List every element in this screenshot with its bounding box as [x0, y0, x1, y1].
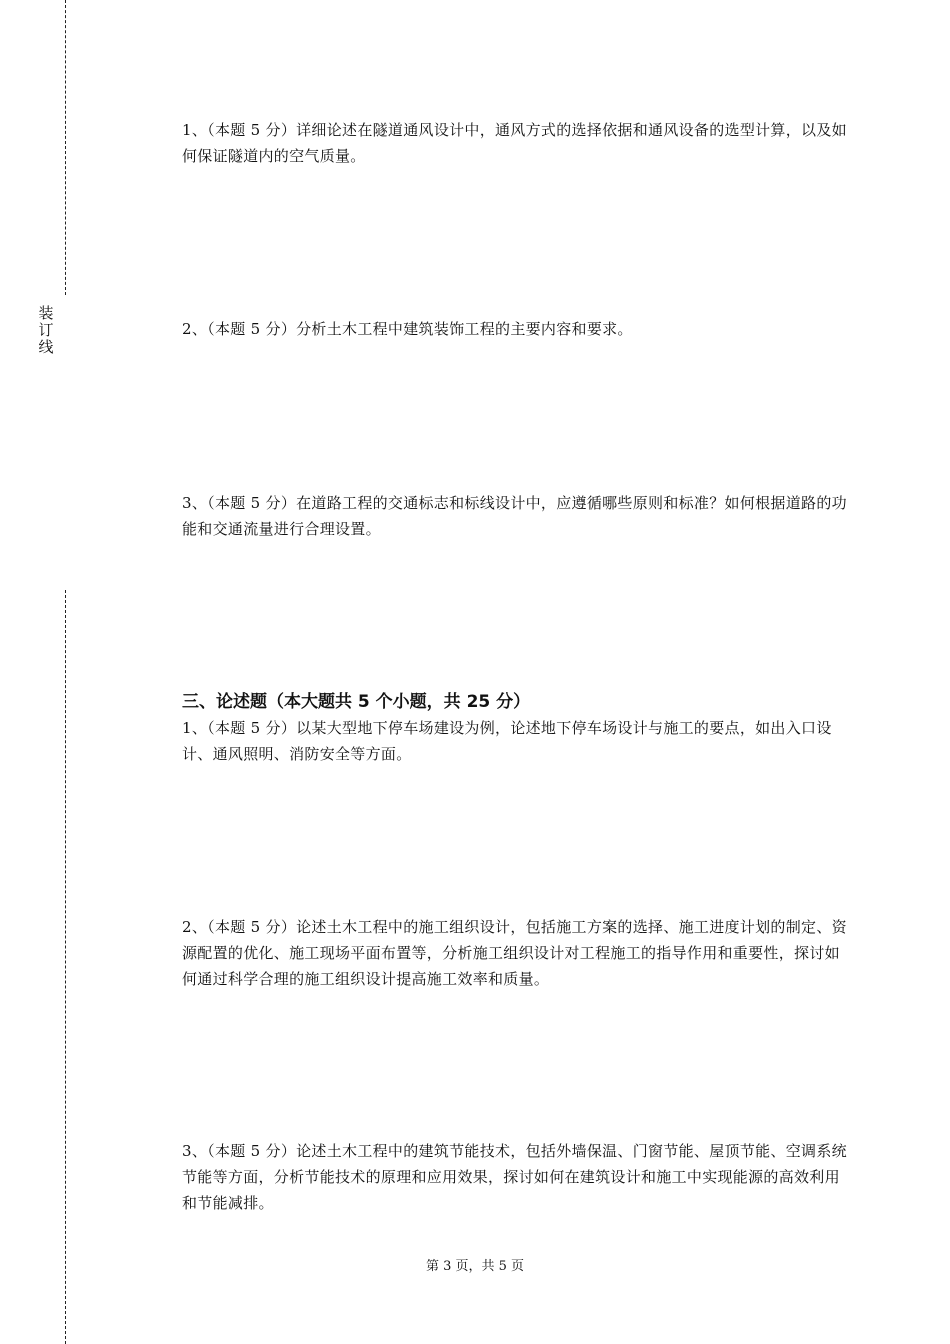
binding-label-char: 订: [38, 321, 54, 339]
binding-dashed-line-top: [65, 0, 66, 295]
question-2-1: 1、（本题 5 分）详细论述在隧道通风设计中，通风方式的选择依据和通风设备的选型计算，以及如何保证隧道内的空气质量。: [182, 121, 847, 165]
question-2-2: 2、（本题 5 分）分析土木工程中建筑装饰工程的主要内容和要求。: [182, 320, 633, 338]
question-3-3: 3、（本题 5 分）论述土木工程中的建筑节能技术，包括外墙保温、门窗节能、屋顶节能、空调系统节能等方面，分析节能技术的原理和应用效果，探讨如何在建筑设计和施工中实现能源的高效利用和节能减排。: [182, 1142, 847, 1212]
question-2-3: 3、（本题 5 分）在道路工程的交通标志和标线设计中，应遵循哪些原则和标准？如何根据道路的功能和交通流量进行合理设置。: [182, 494, 847, 538]
page-number: 第 3 页，共 5 页: [425, 1259, 525, 1274]
section-3-title: 三、论述题（本大题共 5 个小题，共 25 分）: [182, 692, 531, 712]
question-3-1: 1、（本题 5 分）以某大型地下停车场建设为例，论述地下停车场设计与施工的要点，如出入口设计、通风照明、消防安全等方面。: [182, 719, 832, 763]
binding-label-char: 线: [38, 338, 54, 356]
binding-label-char: 装: [38, 304, 54, 322]
binding-dashed-line-bottom: [65, 590, 66, 1344]
question-3-2: 2、（本题 5 分）论述土木工程中的施工组织设计，包括施工方案的选择、施工进度计划的制定、资源配置的优化、施工现场平面布置等，分析施工组织设计对工程施工的指导作用和重要性，探讨如何通过科学合理的施工组织设计提高施工效率和质量。: [182, 918, 847, 988]
binding-line-label: [37, 305, 55, 356]
